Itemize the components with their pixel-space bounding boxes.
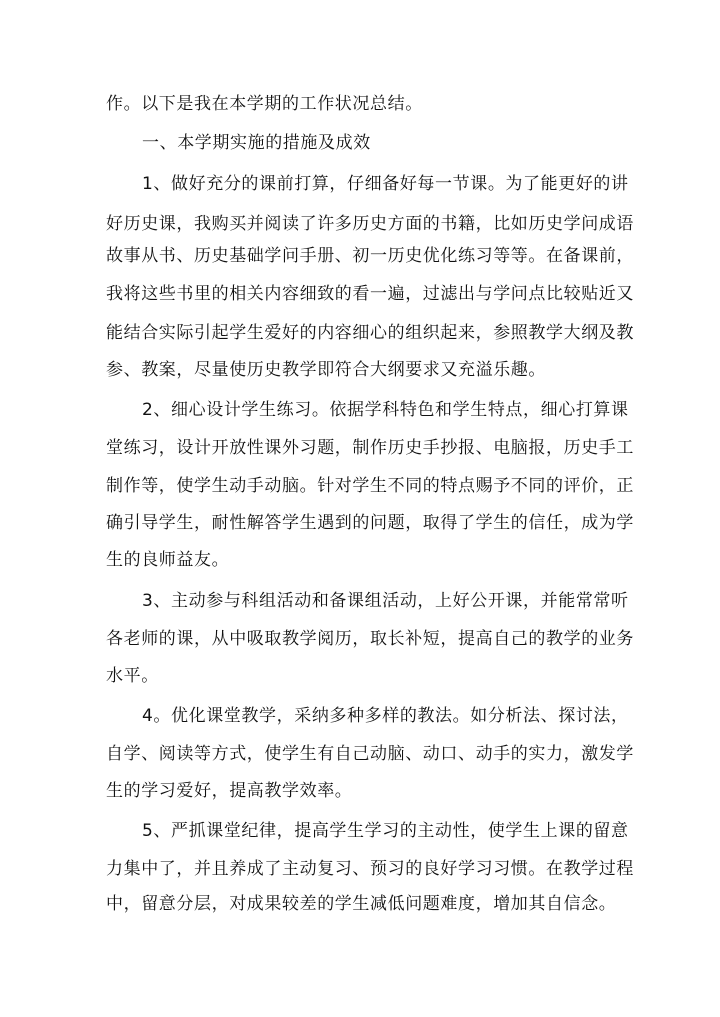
paragraph-line: 好历史课，我购买并阅读了许多历史方面的书籍，比如历史学问成语 (106, 214, 634, 234)
paragraph-line: 我将这些书里的相关内容细致的看一遍，过滤出与学问点比较贴近又 (106, 284, 634, 304)
paragraph-line: 故事从书、历史基础学问手册、初一历史优化练习等等。在备课前， (106, 246, 634, 266)
paragraph-line: 各老师的课，从中吸取教学阅历，取长补短，提高自己的教学的业务 (106, 629, 634, 649)
paragraph-line: 生的良师益友。 (106, 550, 230, 570)
paragraph-line: 水平。 (106, 666, 159, 686)
paragraph-line: 堂练习，设计开放性课外习题，制作历史手抄报、电脑报，历史手工 (106, 438, 634, 458)
paragraph-line: 能结合实际引起学生爱好的内容细心的组织起来，参照教学大纲及教 (106, 323, 634, 343)
paragraph-line: 生的学习爱好，提高教学效率。 (106, 781, 353, 801)
section-heading: 一、本学期实施的措施及成效 (142, 133, 371, 153)
paragraph-line: 2、细心设计学生练习。依据学科特色和学生特点，细心打算课 (142, 400, 629, 420)
paragraph-line: 中，留意分层，对成果较差的学生减低问题难度，增加其自信念。 (106, 894, 617, 914)
paragraph-line: 4。优化课堂教学，采纳多种多样的教法。如分析法、探讨法， (142, 706, 629, 726)
paragraph-line: 力集中了，并且养成了主动复习、预习的良好学习习惯。在教学过程 (106, 859, 634, 879)
paragraph-line: 确引导学生，耐性解答学生遇到的问题，取得了学生的信任，成为学 (106, 513, 634, 533)
paragraph-line: 自学、阅读等方式，使学生有自己动脑、动口、动手的实力，激发学 (106, 744, 634, 764)
paragraph-line: 参、教案，尽量使历史教学即符合大纲要求又充溢乐趣。 (106, 360, 546, 380)
paragraph-line: 制作等，使学生动手动脑。针对学生不同的特点赐予不同的评价，正 (106, 476, 634, 496)
paragraph-line: 5、严抓课堂纪律，提高学生学习的主动性，使学生上课的留意 (142, 821, 629, 841)
paragraph-line: 作。以下是我在本学期的工作状况总结。 (106, 94, 423, 114)
paragraph-line: 3、主动参与科组活动和备课组活动，上好公开课，并能常常听 (142, 591, 629, 611)
paragraph-line: 1、做好充分的课前打算，仔细备好每一节课。为了能更好的讲 (142, 174, 629, 194)
